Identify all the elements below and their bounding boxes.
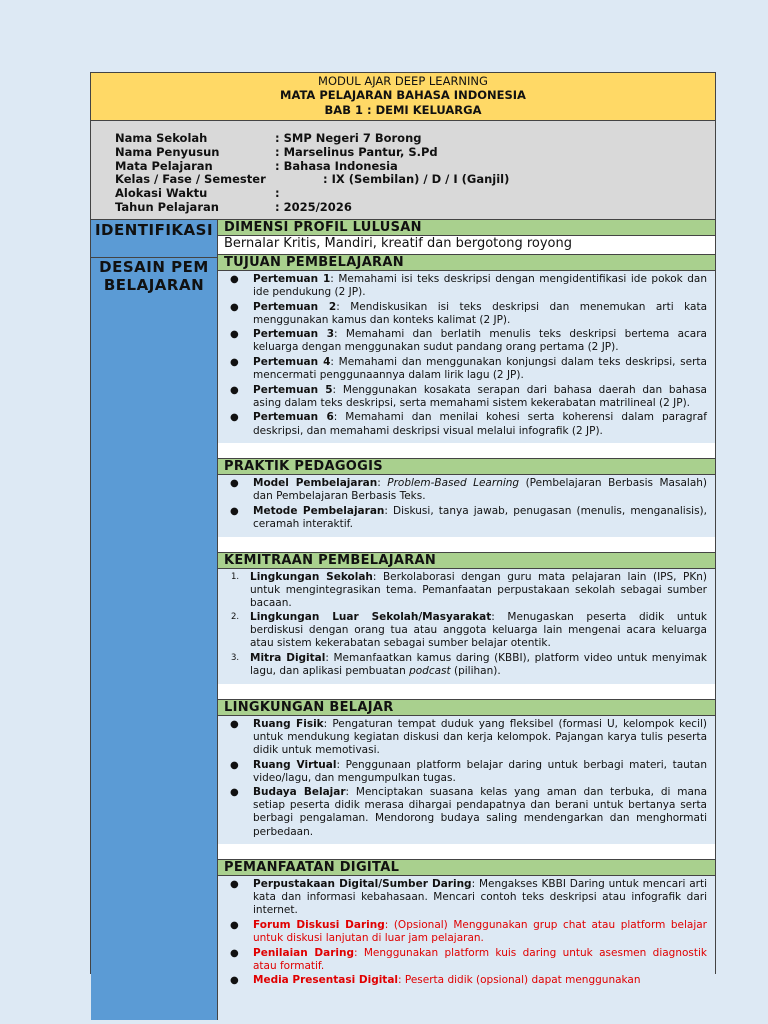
info-value: : Bahasa Indonesia	[275, 158, 398, 173]
header-line-3: BAB 1 : DEMI KELUARGA	[324, 103, 482, 117]
list-item: ● Media Presentasi Digital: Peserta didik (opsional) dapat menggunakan	[230, 974, 641, 987]
right-column	[218, 220, 715, 1020]
tujuan-list	[218, 273, 707, 438]
list-item: ● Model Pembelajaran: Problem-Based Learning (Pembelajaran Berbasis Masalah) dan Pembelajaran Berbasis Teks.	[230, 477, 707, 503]
spacer	[218, 844, 715, 859]
info-row	[115, 173, 715, 187]
module-header	[91, 73, 715, 121]
list-item: 2. Lingkungan Luar Sekolah/Masyarakat: Menugaskan peserta didik untuk berdiskusi dengan orang tua atau anggota keluarga lain mengenai acara keluarga atau sistem kekerabatan sebagai sumber belajar otentik.	[231, 611, 707, 650]
spacer	[218, 684, 715, 699]
info-label: Nama Sekolah	[115, 131, 208, 145]
list-item: ● Forum Diskusi Daring: (Opsional) Menggunakan grup chat atau platform belajar untuk diskusi lanjutan di luar jam pelajaran.	[230, 918, 708, 944]
list-item: 3. Mitra Digital: Memanfaatkan kamus daring (KBBI), platform video untuk menyimak lagu, dan aplikasi pembuatan podcast (pilihan).	[231, 652, 707, 678]
info-value: :	[275, 186, 280, 201]
info-label: Mata Pelajaran	[115, 158, 213, 173]
spacer	[218, 537, 715, 552]
dimensi-heading: DIMENSI PROFIL LULUSAN	[218, 220, 715, 236]
list-item: ● Metode Pembelajaran: Diskusi, tanya jawab, penugasan (menulis, menganalisis), ceramah interaktif.	[230, 504, 707, 530]
list-item: ● Perpustakaan Digital/Sumber Daring: Mengakses KBBI Daring untuk mencari arti kata dan informasi kebahasaan. Mencari contoh teks deskripsi atau infografik dari internet.	[230, 878, 708, 917]
kemitraan-list	[218, 571, 707, 679]
info-value: : SMP Negeri 7 Borong	[275, 131, 422, 145]
info-row	[115, 160, 715, 174]
praktik-body	[218, 475, 715, 536]
lingkungan-list	[218, 718, 707, 839]
left-column	[91, 220, 218, 1020]
praktik-list	[218, 477, 707, 531]
info-row	[115, 146, 715, 160]
info-label: Nama Penyusun	[115, 144, 220, 159]
tujuan-body	[218, 271, 715, 443]
list-item: ● Pertemuan 4: Memahami dan menggunakan konjungsi dalam teks deskripsi, serta mencermati penggunaannya dalam lirik lagu (2 JP).	[230, 356, 707, 382]
info-value: : IX (Sembilan) / D / I (Ganjil)	[323, 172, 510, 187]
lingkungan-body	[218, 716, 715, 844]
list-item: ● Pertemuan 1: Memahami isi teks deskripsi dengan mengidentifikasi ide pokok dan ide pendukung (2 JP).	[230, 273, 708, 299]
lingkungan-heading: LINGKUNGAN BELAJAR	[218, 699, 715, 716]
kemitraan-body	[218, 569, 715, 684]
list-item: 1. Lingkungan Sekolah: Berkolaborasi dengan guru mata pelajaran lain (IPS, PKn) untuk mengintegrasikan tema. Pemanfaatan perpustakaan sekolah sebagai sumber bacaan.	[231, 570, 707, 609]
digital-list	[218, 878, 707, 987]
info-value: : Marselinus Pantur, S.Pd	[275, 144, 438, 159]
desain-label: DESAIN PEMBELAJARAN	[99, 258, 209, 294]
info-label: Kelas / Fase / Semester	[115, 172, 266, 187]
info-row	[115, 201, 715, 215]
list-item: ● Pertemuan 5: Menggunakan kosakata serapan dari bahasa daerah dan bahasa asing dalam teks deskripsi, serta memahami sistem kekerabatan matrilineal (2 JP).	[230, 383, 707, 409]
info-label: Alokasi Waktu	[115, 186, 208, 201]
identifikasi-label: IDENTIFIKASI	[91, 220, 217, 258]
spacer	[218, 443, 715, 458]
info-value: : 2025/2026	[275, 199, 352, 214]
digital-heading: PEMANFAATAN DIGITAL	[218, 859, 715, 876]
info-row	[115, 132, 715, 146]
header-line-2: MATA PELAJARAN BAHASA INDONESIA	[280, 88, 526, 102]
info-row	[115, 187, 715, 201]
identity-block	[91, 121, 715, 220]
praktik-heading: PRAKTIK PEDAGOGIS	[218, 458, 715, 475]
digital-body	[218, 876, 715, 993]
module-page	[90, 72, 716, 987]
list-item: ● Penilaian Daring: Menggunakan platform kuis daring untuk asesmen diagnostik atau formatif.	[230, 946, 707, 972]
list-item: ● Ruang Virtual: Penggunaan platform belajar daring untuk berbagi materi, tautan video/lagu, dan mengumpulkan tugas.	[230, 758, 707, 784]
tujuan-heading: TUJUAN PEMBELAJARAN	[218, 254, 715, 271]
kemitraan-heading: KEMITRAAN PEMBELAJARAN	[218, 552, 715, 569]
list-item: ● Pertemuan 3: Memahami dan berlatih menulis teks deskripsi bertema acara keluarga dengan menggunakan sudut pandang orang pertama (2 JP).	[230, 328, 707, 354]
dimensi-text: Bernalar Kritis, Mandiri, kreatif dan bergotong royong	[218, 236, 715, 254]
list-item: ● Ruang Fisik: Pengaturan tempat duduk yang fleksibel (formasi U, kelompok kecil) untuk mendukung kegiatan diskusi dan kerja kelompok. Pajangan karya tulis peserta didik untuk memotivasi.	[230, 717, 707, 756]
info-label: Tahun Pelajaran	[115, 199, 219, 214]
list-item: ● Pertemuan 2: Mendiskusikan isi teks deskripsi dan menemukan arti kata menggunakan kamus dan konteks kalimat (2 JP).	[230, 300, 707, 326]
design-table	[91, 220, 715, 1020]
list-item: ● Pertemuan 6: Memahami dan menilai kohesi serta koherensi dalam paragraf deskripsi, dan memahami deskripsi visual melalui infografik (2 JP).	[230, 411, 707, 437]
list-item: ● Budaya Belajar: Menciptakan suasana kelas yang aman dan terbuka, di mana setiap peserta didik merasa dihargai pendapatnya dan berani untuk bertanya serta berbagi pengalaman. Mendorong budaya saling mendengarkan dan menghormati perbedaan.	[230, 786, 708, 838]
header-line-1: MODUL AJAR DEEP LEARNING	[318, 74, 488, 88]
